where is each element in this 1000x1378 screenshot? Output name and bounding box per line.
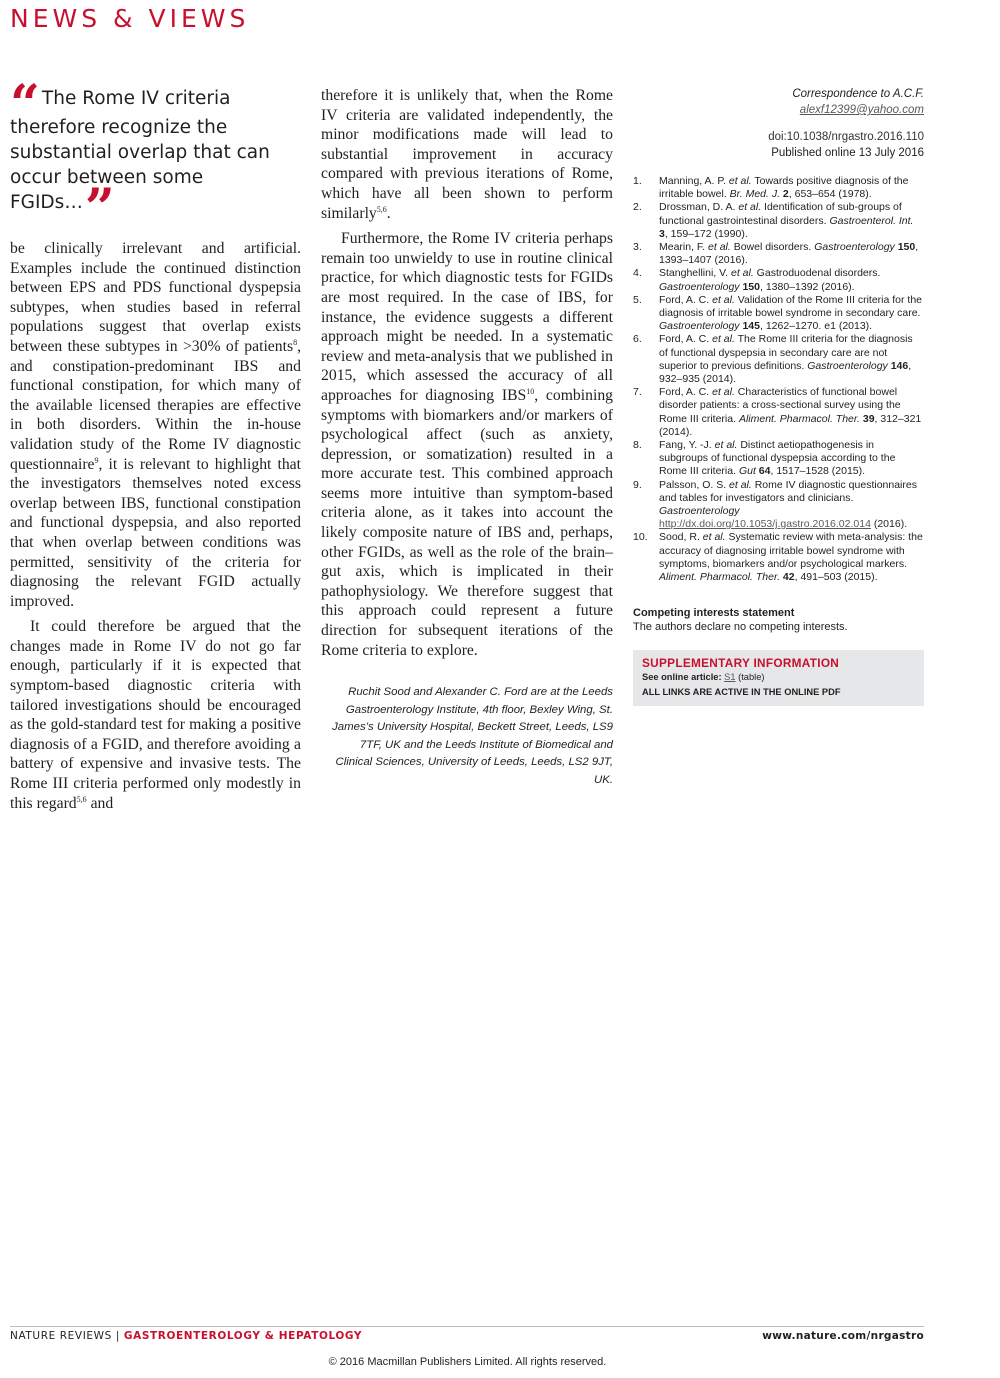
copyright: © 2016 Macmillan Publishers Limited. All rights reserved. [328,1356,607,1368]
close-quote-icon: ” [84,178,115,239]
supplementary-box [633,650,924,706]
reference-item: 9. Palsson, O. S. et al. Rome IV diagnostic questionnaires and tables for investigators and clinicians. Gastroenterology http://dx.doi.org/10.1053/j.gastro.2016.02.014 (2016). [633,478,917,531]
supplementary-links-note: ALL LINKS ARE ACTIVE IN THE ONLINE PDF [642,687,841,698]
pull-quote-text: The Rome IV criteria therefore recognize the substantial overlap that can occur between some FGIDs… [10,88,270,213]
published-date: Published online 13 July 2016 [771,147,924,159]
reference-item: 3. Mearin, F. et al. Bowel disorders. Gastroenterology 150, 1393–1407 (2016). [633,241,919,267]
column-1 [10,74,301,813]
reference-item: 5. Ford, A. C. et al. Validation of the Rome III criteria for the diagnosis of irritable bowel syndrome in secondary care. Gastroenterology 145, 1262–1270. e1 (2013). [633,293,923,333]
competing-interests-heading: Competing interests statement [633,607,795,620]
reference-item: 6. Ford, A. C. et al. The Rome III criteria for the diagnosis of functional dyspepsia in secondary care are not superior to previous definitions. Gastroenterology 146, 932–935 (2014). [633,333,913,386]
reference-doi-link[interactable]: http://dx.doi.org/10.1053/j.gastro.2016.02.014 [659,518,871,531]
reference-item: 7. Ford, A. C. et al. Characteristics of functional bowel disorder patients: a cross-sectional survey using the Rome III criteria. Aliment. Pharmacol. Ther. 39, 312–321 (2014). [633,386,922,438]
correspondence-label: Correspondence to A.C.F. [792,88,924,100]
footer-journal: NATURE REVIEWS | GASTROENTEROLOGY & HEPATOLOGY [10,1330,363,1342]
body-paragraph: Furthermore, the Rome IV criteria perhaps remain too unwieldy to use in routine clinical practice, for which diagnostic tests for FGIDs are most required. In the case of IBS, for instance, the evidence suggests a different approach might be needed. In a systematic review and meta-analysis that we published in 2015, which assessed the accuracy of all approaches for diagnosing IBS$^{10}$, combining symptoms with biomarkers and/or markers of psychological affect (such as anxiety, depression, or somatization) resulted in a more accurate test. This combined approach seems more intuitive than symptom-based criteria alone, as it takes into account the likely composite nature of IBS and, perhaps, other FGIDs, as well as the role of the brain–gut axis, which is implicated in their pathophysiology. We therefore suggest that this approach could represent a future direction for subsequent iterations of the Rome criteria to explore. [321,230,614,659]
reference-item: 4. Stanghellini, V. et al. Gastroduodenal disorders. Gastroenterology 150, 1380–1392 (2016). [633,267,881,293]
column-2 [321,86,613,789]
pull-quote [10,74,301,239]
competing-interests-text: The authors declare no competing interests. [633,621,848,634]
body-paragraph: be clinically irrelevant and artificial. Examples include the continued distinction between EPS and PDS functional dyspepsia subtypes, when studies based in referral populations suggest that overlap exists between these subtypes in >30% of patients$^8$, and constipation-predominant IBS and functional constipation, for which many of the available licensed therapies are effective in both disorders. Within the in-house validation study of the Rome IV diagnostic questionnaire$^9$, it is relevant to highlight that the investigators themselves noted excess overlap between IBS, functional constipation and functional dyspepsia, and also reported that when overlap between conditions was permitted, sensitivity of the criteria for diagnosing the relevant FGID actually improved. [10,240,301,610]
competing-interests [633,606,924,634]
body-paragraph: It could therefore be argued that the changes made in Rome IV do not go far enough, particularly if it is expected that symptom-based diagnostic criteria with tailored investigations should be encouraged as the gold-standard test for making a positive diagnosis of a FGID, and therefore avoiding a battery of expensive and invasive tests. The Rome III criteria performed only modestly in this regard$^{5,6}$ and [10,618,301,812]
correspondence-block [633,86,924,161]
footer-divider [10,1326,924,1327]
reference-item: 10. Sood, R. et al. Systematic review with meta-analysis: the accuracy of diagnosing irritable bowel syndrome with symptoms, biomarkers and/or psychological markers. Aliment. Pharmacol. Ther. 42, 491–503 (2015). [633,531,923,584]
email-link[interactable]: alexf12399@yahoo.com [799,104,924,116]
reference-item: 2. Drossman, D. A. et al. Identification of sub-groups of functional gastrointestinal disorders. Gastroenterol. Int. 3, 159–172 (1990). [633,201,914,240]
supplementary-title: SUPPLEMENTARY INFORMATION [642,656,840,671]
reference-list [633,175,924,584]
reference-item: 1. Manning, A. P. et al. Towards positive diagnosis of the irritable bowel. Br. Med. J. 2, 653–654 (1978). [633,175,909,201]
open-quote-icon: “ [10,74,40,135]
supplementary-s1-link[interactable]: S1 [724,672,736,683]
column-3 [633,86,924,706]
doi: doi:10.1038/nrgastro.2016.110 [768,131,924,143]
body-paragraph: therefore it is unlikely that, when the Rome IV criteria are validated independently, the minor modifications made will lead to substantial improvement in accuracy compared with previous iterations of Rome, which have all been shown to perform similarly$^{5,6}$. [321,87,613,222]
supplementary-line: See online article: S1 (table) [642,672,765,683]
author-affiliation: Ruchit Sood and Alexander C. Ford are at the Leeds Gastroenterology Institute, 4th floor, Bexley Wing, St. James’s University Hospital, Beckett Street, Leeds, LS9 7TF, UK and the Leeds Institute of Biomedical and Clinical Sciences, University of Leeds, Leeds, LS2 9JT, UK. [332,686,613,786]
footer-url[interactable]: www.nature.com/nrgastro [762,1330,924,1342]
section-header: NEWS & VIEWS [10,4,250,33]
reference-item: 8. Fang, Y. -J. et al. Distinct aetiopathogenesis in subgroups of functional dyspepsia according to the Rome III criteria. Gut 64, 1517–1528 (2015). [633,439,896,478]
